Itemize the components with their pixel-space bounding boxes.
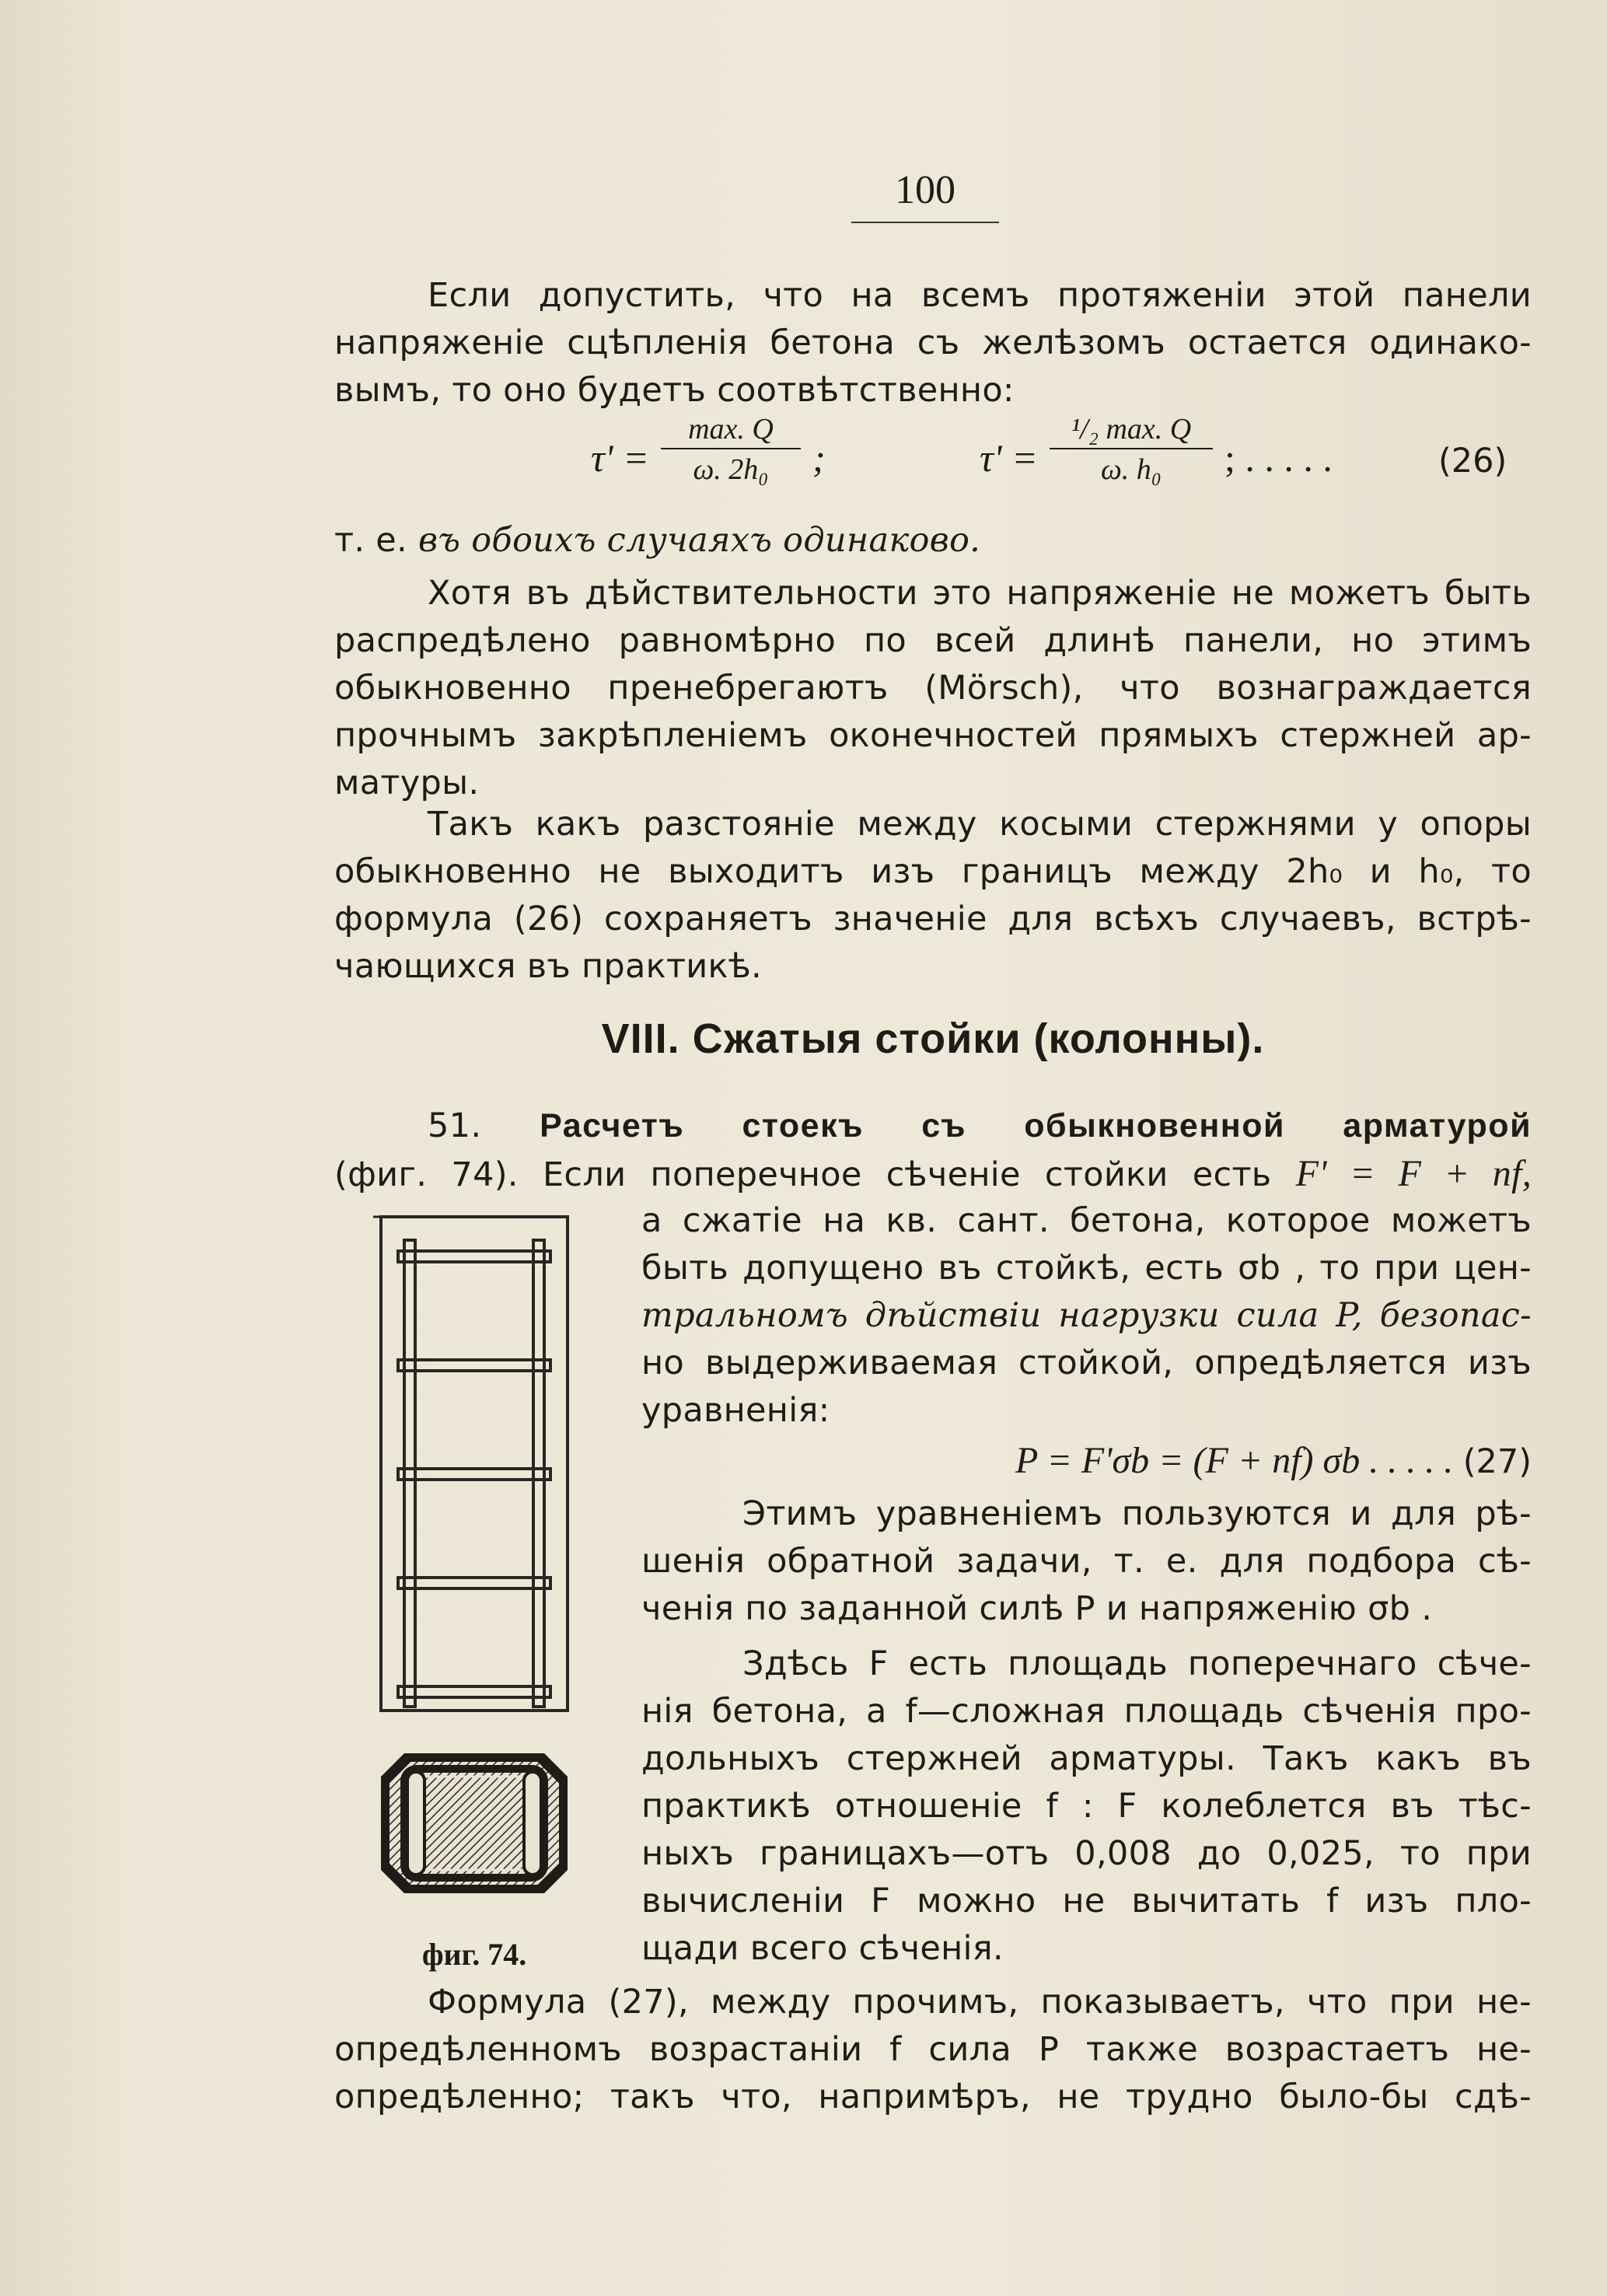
paragraph-2 bbox=[334, 570, 1532, 807]
figure-reference: (фиг. 74). bbox=[334, 1155, 519, 1194]
text-line: шенiя обратной задачи, т. е. для подбора сѣ- bbox=[641, 1542, 1532, 1581]
text-line: чающихся въ практикѣ. bbox=[334, 947, 762, 986]
text-line: вымъ, то оно будетъ соотвѣтственно: bbox=[334, 371, 1015, 410]
page-number-rule bbox=[851, 222, 999, 223]
text-line: а сжатiе на кв. сант. бетона, которое можетъ bbox=[641, 1201, 1532, 1240]
paragraph-1 bbox=[334, 272, 1532, 414]
text-line: быть допущено въ стойкѣ, есть σb , то при цен- bbox=[641, 1249, 1532, 1288]
text-line: Хотя въ дѣйствительности это напряженiе не можетъ быть bbox=[428, 574, 1532, 613]
text-line: ныхъ границахъ—отъ 0,008 до 0,025, то при bbox=[641, 1834, 1532, 1873]
subsection-number: 51. bbox=[428, 1106, 482, 1145]
text-line: опредѣленномъ возрастанiи f сила P также возрастаетъ не- bbox=[334, 2030, 1532, 2069]
subsection-title: Расчетъ стоекъ съ обыкновенной арматурой bbox=[540, 1107, 1532, 1145]
text-line: уравненiя: bbox=[641, 1391, 830, 1430]
text-line: Этимъ уравненiемъ пользуются и для рѣ- bbox=[742, 1494, 1532, 1533]
text-line: обыкновенно не выходитъ изъ границъ между 2h₀ и h₀, то bbox=[334, 852, 1532, 891]
equation-number-27: (27) bbox=[1462, 1442, 1532, 1481]
text-line bbox=[334, 1103, 1532, 1150]
paragraph-3 bbox=[334, 801, 1532, 991]
text-line: формула (26) сохраняетъ значенiе для всѣхъ случаевъ, встрѣ- bbox=[334, 900, 1532, 938]
formula-26-left-sep: ; bbox=[812, 436, 826, 480]
text-line: нiя бетона, а f—сложная площадь сѣченiя про- bbox=[641, 1692, 1532, 1731]
fraction-numerator: max. Q bbox=[661, 412, 801, 449]
text-line: опредѣленно; такъ что, напримѣръ, не трудно было-бы сдѣ- bbox=[334, 2078, 1532, 2116]
text-line: Если допустить, что на всемъ протяженiи этой панели bbox=[428, 276, 1532, 315]
text-line: обыкновенно пренебрегаютъ (Mörsch), что вознаграждается bbox=[334, 669, 1532, 708]
formula-26-left-lhs: τ' = bbox=[591, 436, 649, 480]
page-number: 100 bbox=[895, 168, 955, 212]
text-line: Формула (27), между прочимъ, показываетъ, что при не- bbox=[428, 1983, 1532, 2022]
text-line bbox=[334, 517, 1532, 564]
fraction-numerator: ¹/₂ max. Q bbox=[1050, 412, 1213, 449]
text-line: напряженiе сцѣпленiя бетона съ желѣзомъ остается одинако- bbox=[334, 323, 1532, 362]
conclusion-italic: въ обоихъ случаяхъ одинаково. bbox=[417, 521, 981, 560]
conclusion-prefix: т. е. bbox=[334, 521, 408, 560]
text-line: ченiя по заданной силѣ P и напряженiю σb . bbox=[641, 1589, 1433, 1628]
formula-26-right-fraction bbox=[1050, 412, 1213, 487]
text-line: Здѣсь F есть площадь поперечнаго сѣче- bbox=[742, 1644, 1532, 1683]
formula-26 bbox=[544, 404, 1532, 505]
figure-74 bbox=[365, 1209, 583, 1987]
text-line: матуры. bbox=[334, 764, 480, 802]
inline-formula: F' = F + nf, bbox=[1295, 1153, 1532, 1194]
equation-number-26: (26) bbox=[1438, 442, 1507, 481]
equation-27-expression: P = F'σb = (F + nf) σb . . . . . bbox=[1015, 1440, 1454, 1481]
text-line: дольныхъ стержней арматуры. Такъ какъ въ bbox=[641, 1739, 1532, 1778]
formula-26-right-sep: ; . . . . . bbox=[1224, 436, 1333, 480]
text-line: распредѣлено равномѣрно по всей длинѣ панели, но этимъ bbox=[334, 621, 1532, 660]
text-line: вычисленiи F можно не вычитать f изъ пло- bbox=[641, 1882, 1532, 1920]
paragraph-4 bbox=[641, 1197, 1532, 1435]
formula-26-left-fraction bbox=[661, 412, 801, 487]
column-reinforcement-drawing bbox=[365, 1209, 583, 1987]
paragraph-6 bbox=[641, 1641, 1532, 1973]
text-line bbox=[334, 1150, 1532, 1199]
fraction-denominator: ω. h₀ bbox=[1100, 453, 1162, 486]
text-line: но выдерживаемая стойкой, опредѣляется изъ bbox=[641, 1344, 1532, 1382]
equation-27 bbox=[863, 1437, 1532, 1482]
text-line: практикѣ отношенiе f : F колеблется въ тѣс- bbox=[641, 1787, 1532, 1826]
subsection-text-start: Если поперечное сѣченiе стойки есть bbox=[542, 1155, 1272, 1194]
paragraph-7 bbox=[334, 1979, 1532, 2121]
subsection-heading bbox=[334, 1103, 1532, 1199]
conclusion-line bbox=[334, 517, 1532, 564]
fraction-denominator: ω. 2h₀ bbox=[693, 453, 769, 486]
text-line: тральномъ дѣйствiи нагрузки сила P, безопас- bbox=[641, 1296, 1532, 1335]
text-line: щади всего сѣченiя. bbox=[641, 1929, 1004, 1968]
figure-caption: фиг. 74. bbox=[421, 1937, 527, 1972]
text-line: Такъ какъ разстоянiе между косыми стержнями у опоры bbox=[428, 805, 1532, 844]
paragraph-5 bbox=[641, 1490, 1532, 1633]
text-line: прочнымъ закрѣпленiемъ оконечностей прямыхъ стержней ар- bbox=[334, 716, 1532, 755]
section-title: VIII. Сжатыя стойки (колонны). bbox=[601, 1015, 1265, 1062]
formula-26-right-lhs: τ' = bbox=[980, 436, 1038, 480]
